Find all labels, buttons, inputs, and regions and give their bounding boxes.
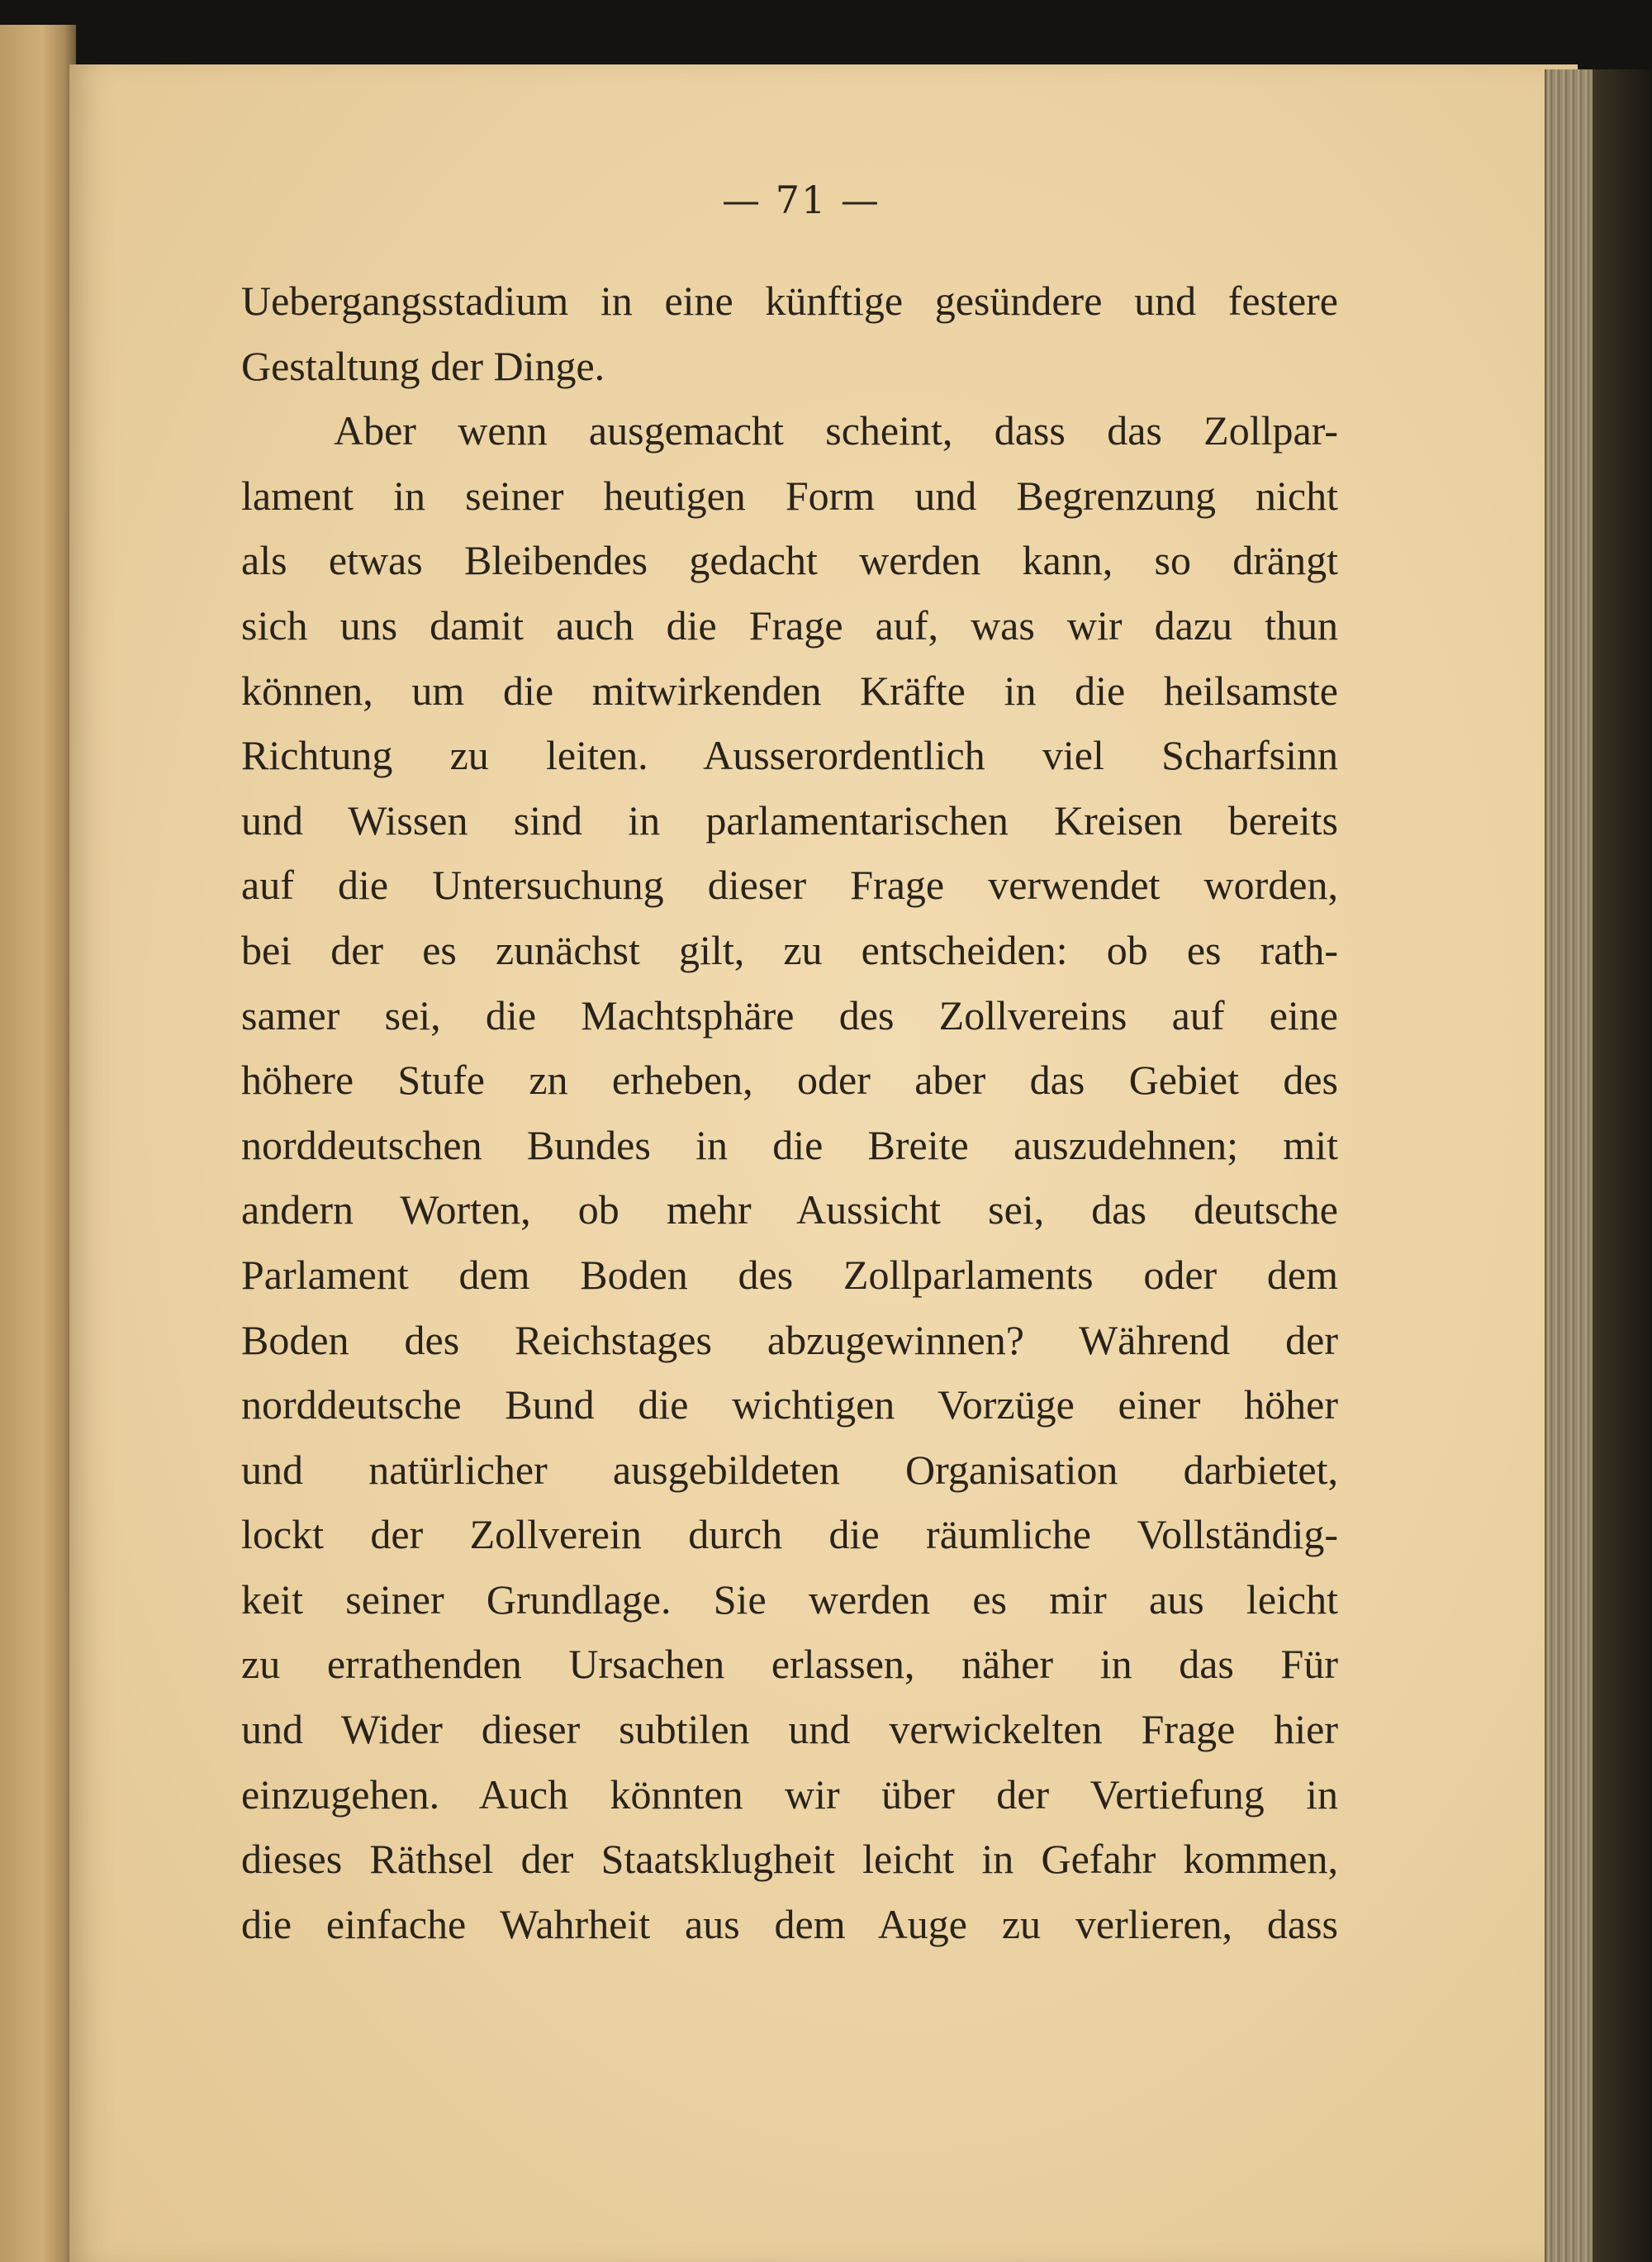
page-edges-shadow — [1593, 69, 1652, 2262]
text-line: einzugehen. Auch könnten wir über der Vertiefung in — [241, 1770, 1338, 1818]
text-line: höhere Stufe zn erheben, oder aber das Gebiet des — [241, 1057, 1338, 1104]
text-line: sich uns damit auch die Frage auf, was wir dazu thun — [241, 601, 1338, 649]
page-number: — 71 — — [722, 178, 881, 222]
left-facing-page — [0, 25, 76, 2262]
body-text — [241, 268, 1338, 1956]
text-line: Gestaltung der Dinge. — [241, 342, 605, 389]
text-line: lament in seiner heutigen Form und Begrenzung nicht — [241, 472, 1338, 519]
text-line: Boden des Reichstages abzugewinnen? Während der — [241, 1316, 1338, 1363]
text-line: norddeutschen Bundes in die Breite auszudehnen; mit — [241, 1121, 1338, 1168]
text-line: auf die Untersuchung dieser Frage verwendet worden, — [241, 862, 1338, 909]
text-line: Parlament dem Boden des Zollparlaments oder dem — [241, 1251, 1338, 1298]
text-line: und Wissen sind in parlamentarischen Kreisen bereits — [241, 796, 1338, 843]
text-line: die einfache Wahrheit aus dem Auge zu verlieren, dass — [241, 1900, 1338, 1947]
text-line: keit seiner Grundlage. Sie werden es mir aus leicht — [241, 1575, 1338, 1623]
text-line: norddeutsche Bund die wichtigen Vorzüge einer höher — [241, 1381, 1338, 1428]
text-line: können, um die mitwirkenden Kräfte in die heilsamste — [241, 667, 1338, 714]
text-line: Richtung zu leiten. Ausserordentlich viel Scharfsinn — [241, 732, 1338, 779]
text-line: zu errathenden Ursachen erlassen, näher in das Für — [241, 1641, 1338, 1688]
text-line: und Wider dieser subtilen und verwickelten Frage hier — [241, 1706, 1338, 1753]
text-line: als etwas Bleibendes gedacht werden kann, so drängt — [241, 537, 1338, 584]
text-line: samer sei, die Machtsphäre des Zollvereins auf eine — [241, 991, 1338, 1038]
text-line: lockt der Zollverein durch die räumliche Vollständig- — [241, 1511, 1338, 1558]
text-line: und natürlicher ausgebildeten Organisation darbietet, — [241, 1446, 1338, 1493]
text-line: andern Worten, ob mehr Aussicht sei, das deutsche — [241, 1186, 1338, 1233]
text-line: bei der es zunächst gilt, zu entscheiden: ob es rath- — [241, 926, 1338, 973]
text-line: Aber wenn ausgemacht scheint, dass das Zollpar- — [334, 407, 1338, 454]
text-line: dieses Räthsel der Staatsklugheit leicht in Gefahr kommen, — [241, 1836, 1338, 1883]
page-edges — [1545, 69, 1594, 2262]
text-line: Uebergangsstadium in eine künftige gesündere und festere — [241, 278, 1338, 324]
